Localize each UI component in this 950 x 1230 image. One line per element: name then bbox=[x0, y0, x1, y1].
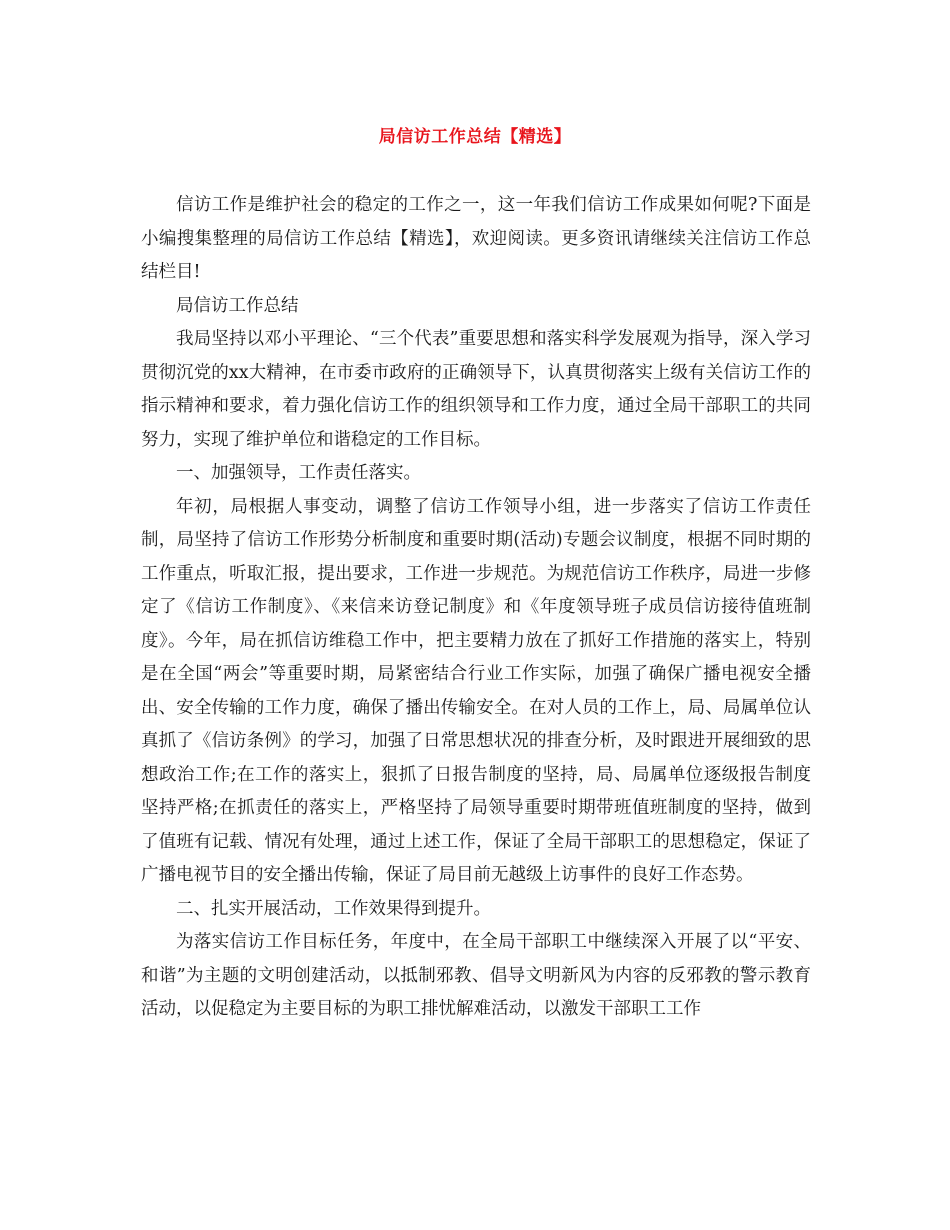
document-title: 局信访工作总结【精选】 bbox=[378, 127, 572, 147]
body-paragraph: 我局坚持以邓小平理论、“三个代表”重要思想和落实科学发展观为指导，深入学习贯彻沉党的xx大精神，在市委市政府的正确领导下，认真贯彻落实上级有关信访工作的指示精神和要求，着力强化信访工作的组织领导和工作力度，通过全局干部职工的共同努力，实现了维护单位和谐稳定的工作目标。 bbox=[141, 329, 811, 450]
section-heading: 二、扎实开展活动，工作效果得到提升。 bbox=[176, 898, 491, 919]
body-paragraph: 为落实信访工作目标任务，年度中，在全局干部职工中继续深入开展了以“平安、和谐”为主题的文明创建活动，以抵制邪教、倡导文明新风为内容的反邪教的警示教育活动，以促稳定为主要目标的为职工排忧解难活动，以激发干部职工工作 bbox=[141, 932, 811, 1019]
intro-paragraph: 信访工作是维护社会的稳定的工作之一，这一年我们信访工作成果如何呢?下面是小编搜集整理的局信访工作总结【精选】，欢迎阅读。更多资讯请继续关注信访工作总结栏目! bbox=[141, 195, 811, 282]
body-paragraph: 年初，局根据人事变动，调整了信访工作领导小组，进一步落实了信访工作责任制，局坚持了信访工作形势分析制度和重要时期(活动)专题会议制度，根据不同时期的工作重点，听取汇报，提出要求，工作进一步规范。为规范信访工作秩序，局进一步修定了《信访工作制度》、《来信来访登记制度》和《年度领导班子成员信访接待值班制度》。今年，局在抓信访维稳工作中，把主要精力放在了抓好工作措施的落实上，特别是在全国“两会”等重要时期，局紧密结合行业工作实际，加强了确保广播电视安全播出、安全传输的工作力度，确保了播出传输安全。在对人员的工作上，局、局属单位认真抓了《信访条例》的学习，加强了日常思想状况的排查分析，及时跟进开展细致的思想政治工作;在工作的落实上，狠抓了日报告制度的坚持，局、局属单位逐级报告制度坚持严格;在抓责任的落实上，严格坚持了局领导重要时期带班值班制度的坚持，做到了值班有记载、情况有处理，通过上述工作，保证了全局干部职工的思想稳定，保证了广播电视节目的安全播出传输，保证了局目前无越级上访事件的良好工作态势。 bbox=[141, 496, 811, 885]
document-body bbox=[141, 189, 811, 1027]
section-heading: 局信访工作总结 bbox=[176, 295, 299, 316]
section-heading: 一、加强领导，工作责任落实。 bbox=[176, 463, 421, 483]
